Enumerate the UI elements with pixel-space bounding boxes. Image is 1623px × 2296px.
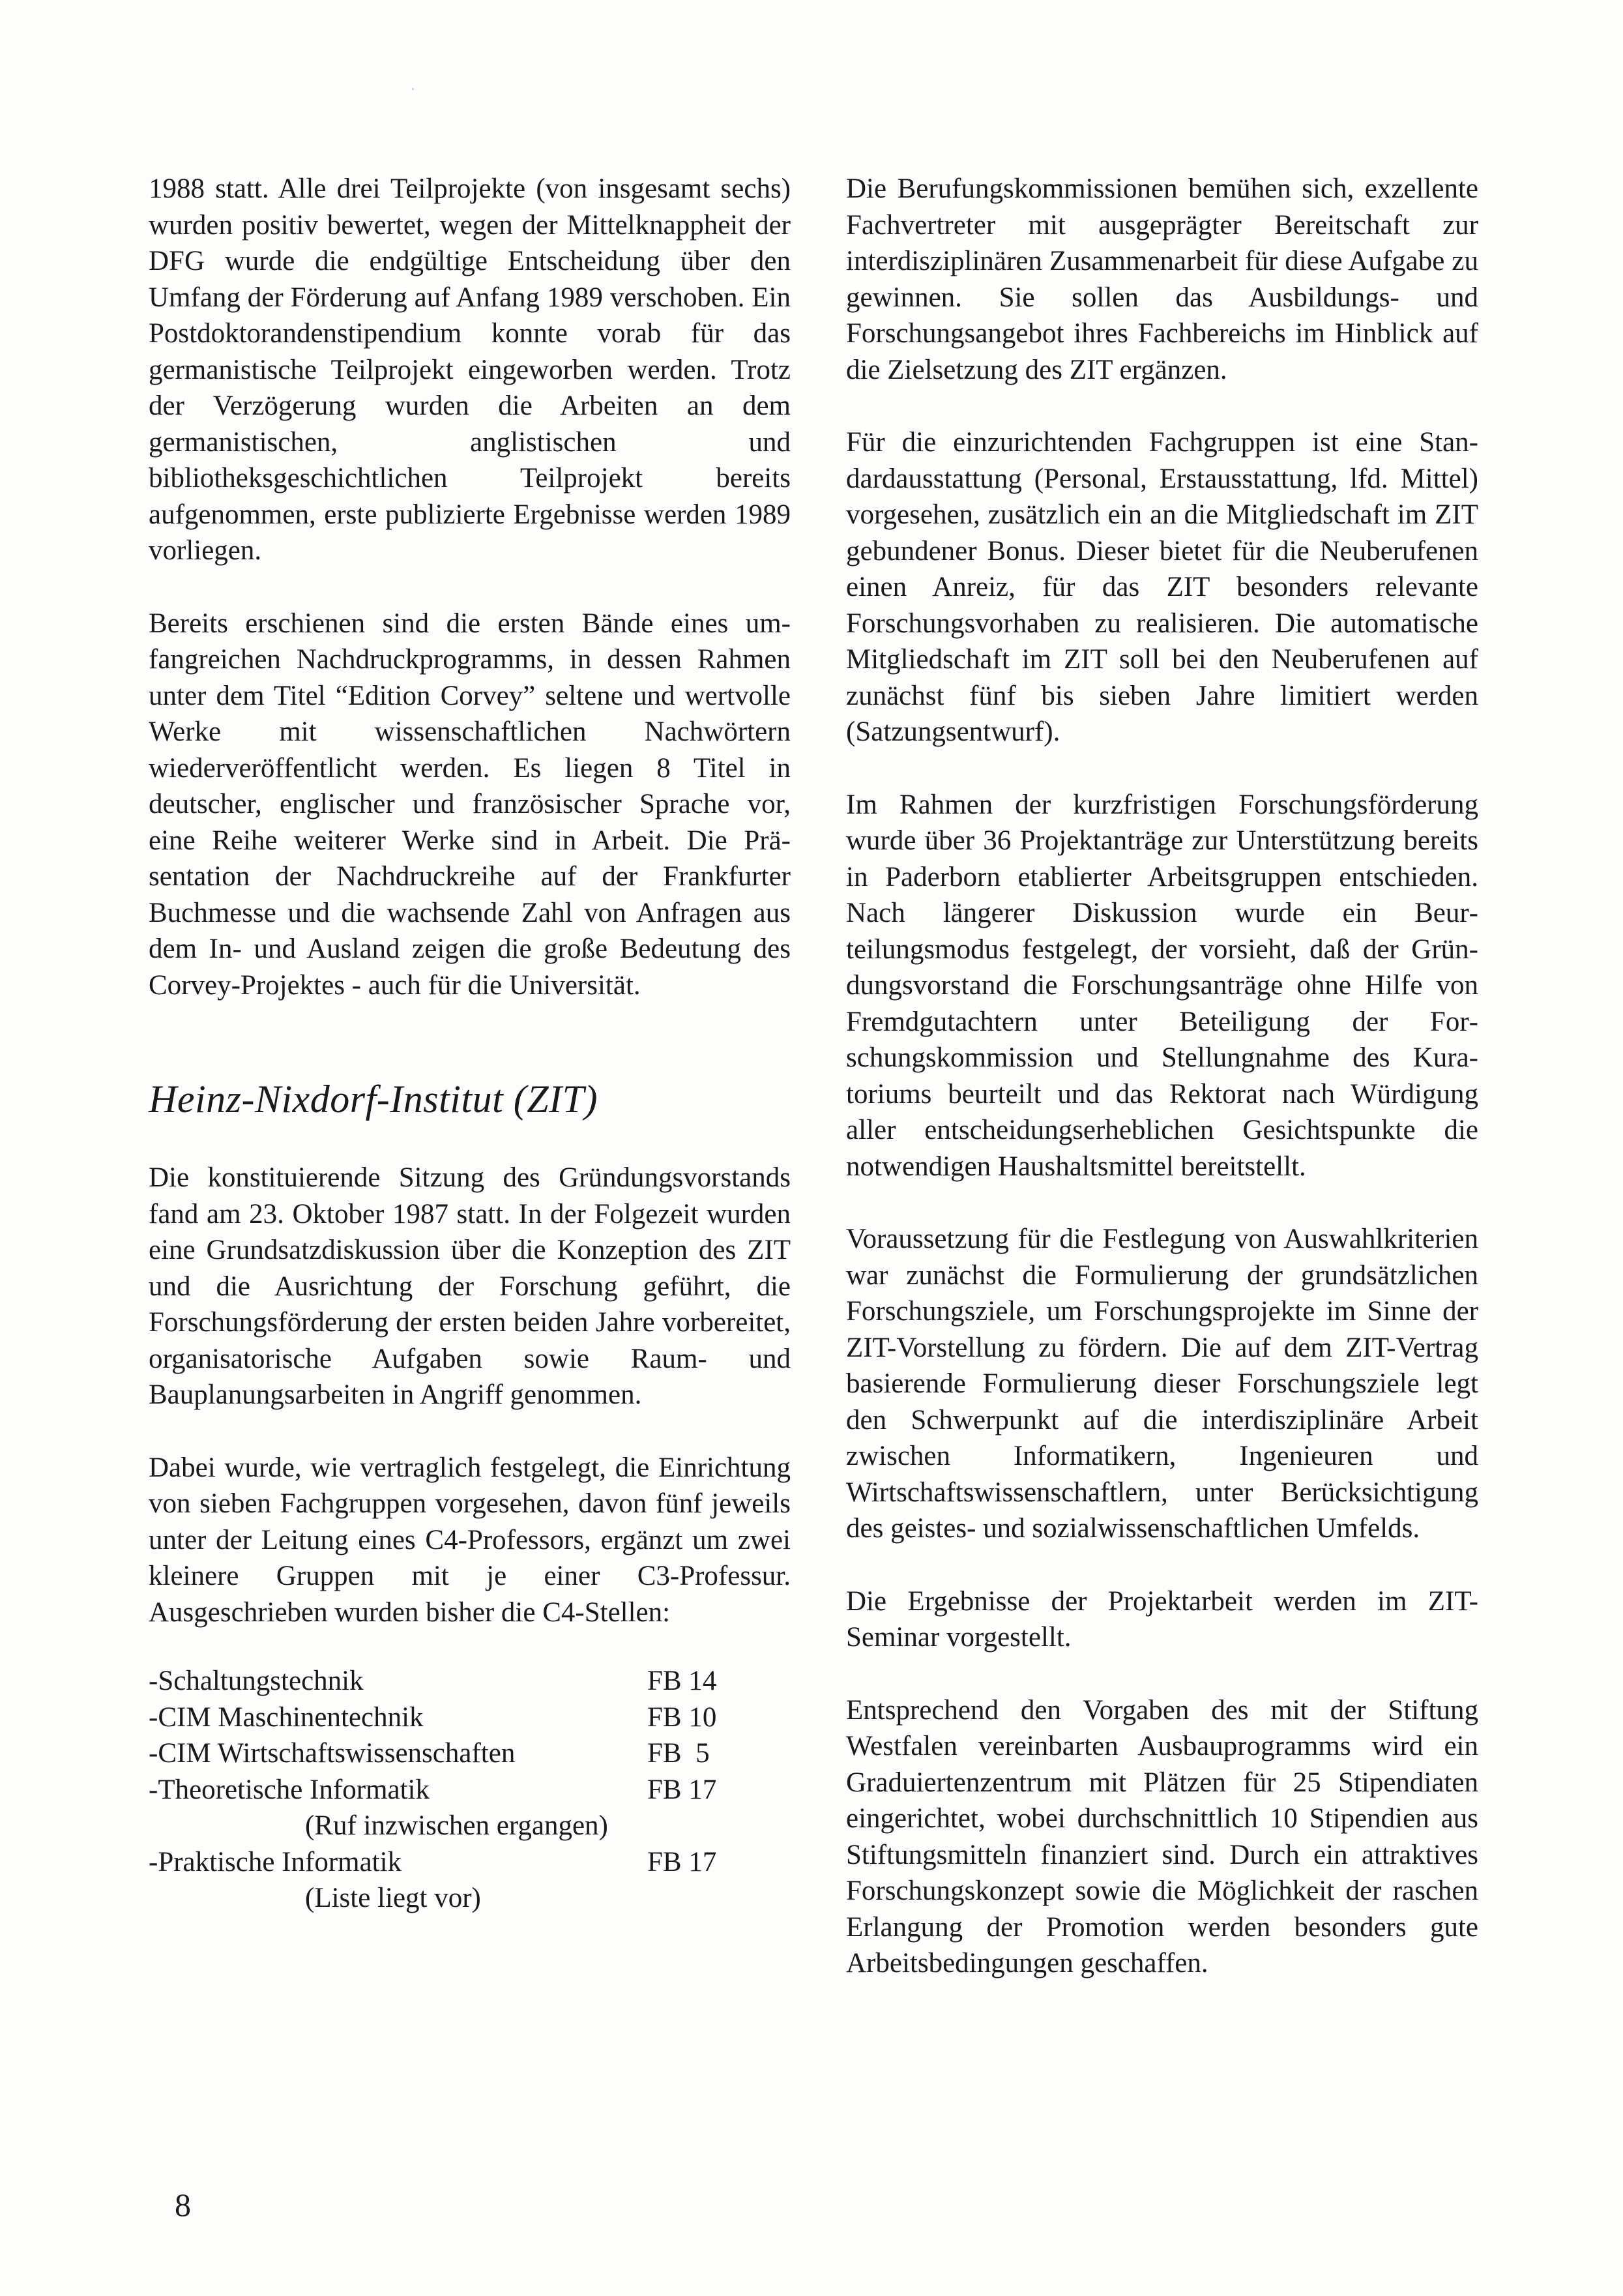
paragraph-appointment-committees: Die Berufungskommissionen bemühen sich, exzellente Fachvertreter mit ausgeprägter Bereitschaft zur interdisziplinären Zusammenarbeit für diese Aufgabe zu gewinnen. Sie sollen das Ausbildungs- und Forschungsangebot ihres Fachbereichs im Hinblick auf die Zielsetzung des ZIT ergänzen.: [846, 173, 1478, 385]
position-name: -Praktische Informatik: [149, 1846, 402, 1877]
scan-speck: [412, 88, 414, 90]
list-item: [149, 1700, 791, 1736]
position-name: -Schaltungstechnik: [149, 1666, 364, 1696]
page-number: 8: [175, 2186, 191, 2223]
paragraph-zit-seminar: Die Ergebnisse der Projektarbeit werden im ZIT-Seminar vorgestellt.: [846, 1585, 1478, 1653]
position-note: (Liste liegt vor): [305, 1883, 481, 1913]
right-column: [846, 171, 1478, 2018]
paragraph-corvey-projects: 1988 statt. Alle drei Teilprojekte (von insgesamt sechs) wurden positiv bewertet, wegen der Mittelknappheit der DFG wurde die endgültige Entscheidung über den Umfang der Förderung auf Anfang 1989 verschoben. Ein Postdoktorandenstipendium konnte vorab für das germanistische Teilprojekt eingeworben werden. Trotz der Verzögerung wurden die Arbeiten an dem germanistischen, anglistischen und bibliotheksgeschichtlichen Teilprojekt bereits aufgenommen, erste publizierte Ergebnisse werden 1989 vorliegen.: [149, 173, 791, 566]
paragraph-edition-corvey: Bereits erschienen sind die ersten Bände eines umfangreichen Nachdruckprogramms, in dessen Rahmen unter dem Titel “Edition Corvey” seltene und wertvolle Werke mit wissenschaftlichen Nachwörtern wiederveröffentlicht werden. Es liegen 8 Titel in deutscher, englischer und französischer Sprache vor, eine Reihe weiterer Werke sind in Arbeit. Die Präsentation der Nachdruckreihe auf der Frankfurter Buchmesse und die wachsende Zahl von Anfragen aus dem In- und Ausland zeigen die große Bedeutung des Corvey-Projektes - auch für die Universität.: [149, 608, 791, 1001]
list-item: [149, 1735, 791, 1772]
position-name: -CIM Wirtschaftswissenschaften: [149, 1738, 516, 1769]
list-item: [149, 1772, 791, 1844]
position-department: FB 14: [647, 1666, 717, 1696]
section-heading-zit: Heinz-Nixdorf-Institut (ZIT): [149, 1078, 598, 1121]
paragraph-specialist-groups: Dabei wurde, wie vertraglich festgelegt, die Einrichtung von sieben Fachgruppen vorgesehen, davon fünf jeweils unter der Leitung eines C4-Professors, ergänzt um zwei kleinere Gruppen mit je einer C3-Professur. Ausgeschrieben wurden bisher die C4-Stellen:: [149, 1452, 791, 1628]
list-item: [149, 1663, 791, 1700]
paragraph-selection-criteria: Voraussetzung für die Festlegung von Auswahlkriterien war zunächst die Formulierung der grundsätzlichen Forschungsziele, um Forschungsprojekte im Sinne der ZIT-Vorstellung zu fördern. Die auf dem ZIT-Vertrag basierende Formulierung dieser Forschungsziele legt den Schwerpunkt auf die interdisziplinäre Arbeit zwischen Informatikern, Ingenieuren und Wirtschaftswissenschaftlern, unter Berücksichtigung des geistes- und sozialwissenschaftlichen Umfelds.: [846, 1224, 1478, 1544]
position-department: FB 5: [647, 1738, 710, 1769]
position-department: FB 17: [647, 1846, 717, 1877]
position-note: (Ruf inzwischen ergangen): [305, 1810, 608, 1841]
position-department: FB 17: [647, 1774, 717, 1805]
paragraph-founding-board: Die konstituierende Sitzung des Gründungsvorstands fand am 23. Oktober 1987 statt. In der Folgezeit wurden eine Grundsatzdiskussion über die Konzeption des ZIT und die Ausrichtung der Forschung geführt, die Forschungsförderung der ersten beiden Jahre vorbereitet, organisatorische Aufgaben sowie Raum- und Bauplanungsarbeiten in Angriff genommen.: [149, 1162, 791, 1410]
position-department: FB 10: [647, 1701, 717, 1733]
paragraph-standard-equipment: Für die einzurichtenden Fachgruppen ist eine Standardausstattung (Personal, Erstausstattung, lfd. Mittel) vorgesehen, zusätzlich ein an die Mitgliedschaft im ZIT gebundener Bonus. Dieser bietet für die Neuberufenen einen Anreiz, für das ZIT besonders relevante Forschungsvorhaben zu realisieren. Die automatische Mitgliedschaft im ZIT soll bei den Neuberufenen auf zunächst fünf bis sieben Jahre limitiert werden (Satzungsentwurf).: [846, 427, 1478, 747]
left-column: [149, 171, 791, 1917]
position-name: -Theoretische Informatik: [149, 1774, 430, 1805]
position-name: -CIM Maschinentechnik: [149, 1701, 424, 1733]
list-item: [149, 1844, 791, 1917]
advertised-positions-list: [149, 1663, 791, 1917]
paragraph-graduate-center: Entsprechend den Vorgaben des mit der Stiftung Westfalen vereinbarten Ausbauprogramms wird ein Graduiertenzentrum mit Plätzen für 25 Stipendiaten eingerichtet, wobei durchschnittlich 10 Stipendien aus Stiftungsmitteln finanziert sind. Durch ein attraktives Forschungskonzept sowie die Möglichkeit der raschen Erlangung der Promotion werden besonders gute Arbeitsbedingungen geschaffen.: [846, 1694, 1478, 1979]
paragraph-research-funding: Im Rahmen der kurzfristigen Forschungsförderung wurde über 36 Projektanträge zur Unterstützung bereits in Paderborn etablierter Arbeitsgruppen entschieden. Nach längerer Diskussion wurde ein Beurteilungsmodus festgelegt, der vorsieht, daß der Gründungsvorstand die Forschungsanträge ohne Hilfe von Fremdgutachtern unter Beteiligung der Forschungskommission und Stellungnahme des Kuratoriums beurteilt und das Rektorat nach Würdigung aller entscheidungserheblichen Gesichtspunkte die notwendigen Haushaltsmittel bereitstellt.: [846, 789, 1478, 1182]
